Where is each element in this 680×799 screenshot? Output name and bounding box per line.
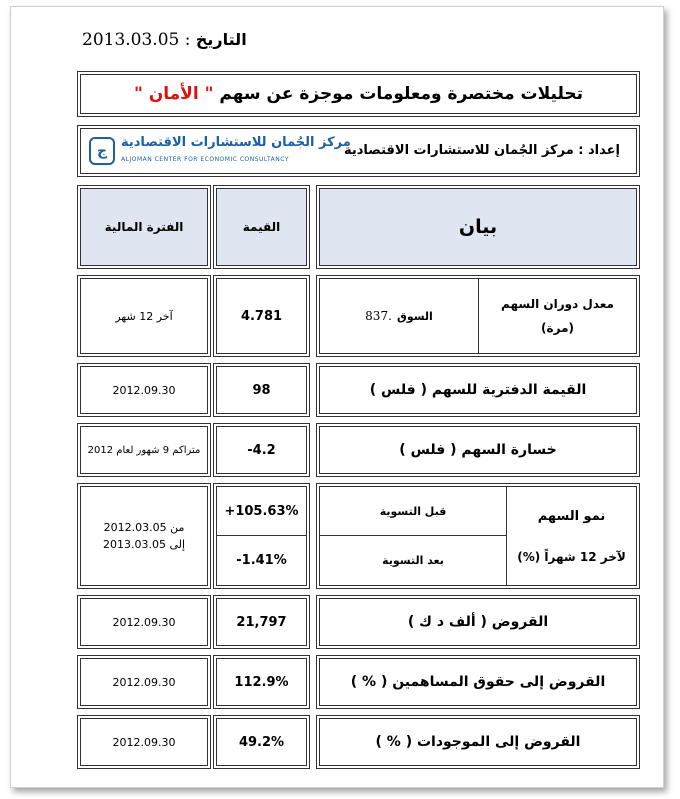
growth-period-to: إلى 2013.03.05 [102, 538, 186, 551]
header-statement [319, 188, 637, 266]
row-growth-value [216, 486, 307, 586]
growth-before-value: +105.63% [224, 503, 299, 519]
row-book-value [216, 366, 307, 414]
logo-english: ALJOMAN CENTER FOR ECONOMIC CONSULTANCY [121, 156, 289, 163]
loss-label: خسارة السهم ( فلس ) [399, 442, 557, 458]
title-stock: " الأمان " [133, 84, 214, 104]
loans-assets-label: القروض إلى الموجودات ( % ) [375, 734, 581, 750]
growth-main [506, 487, 636, 585]
logo-mark-icon: ج [89, 137, 115, 165]
turnover-unit: (مرة) [541, 321, 574, 335]
growth-label: نمو السهم [537, 508, 606, 524]
row-book-period [80, 366, 208, 414]
turnover-value: 4.781 [240, 308, 283, 324]
row-turnover-label [319, 278, 637, 354]
growth-period-from: من 2012.03.05 [103, 521, 185, 534]
row-loans-assets-label [319, 718, 637, 766]
growth-before-label: قبل التسوية [379, 504, 447, 518]
row-loss-label [319, 426, 637, 474]
turnover-period: آخر 12 شهر [115, 309, 173, 323]
row-loans-assets-period [80, 718, 208, 766]
turnover-market-value: .837 [365, 309, 392, 323]
header-value [216, 188, 307, 266]
row-loss-value [216, 426, 307, 474]
loans-equity-label: القروض إلى حقوق المساهمين ( % ) [350, 674, 606, 690]
row-turnover-period [80, 278, 208, 354]
growth-sub: لآخر 12 شهراً (%) [517, 549, 626, 564]
prepared-value: : مركز الجُمان للاستشارات الاقتصادية [343, 143, 584, 158]
turnover-main [478, 279, 636, 353]
date-label: التاريخ [195, 30, 247, 49]
loans-assets-value: 49.2% [238, 734, 285, 750]
aljoman-logo [89, 135, 351, 169]
header-value-text: القيمة [242, 220, 281, 234]
row-loans-equity-value [216, 658, 307, 706]
growth-before [320, 487, 506, 536]
prepared-by-text [344, 143, 620, 158]
book-value-period: 2012.09.30 [112, 383, 176, 397]
growth-before-cell [217, 487, 306, 536]
loans-label: القروض ( ألف د ك ) [407, 614, 549, 630]
prepared-by-box [80, 128, 637, 174]
logo-arabic: مركز الجُمان للاستشارات الاقتصادية [121, 135, 351, 150]
loans-equity-period: 2012.09.30 [112, 675, 176, 689]
row-loans-equity-period [80, 658, 208, 706]
book-value: 98 [252, 382, 271, 398]
header-statement-text: بيان [458, 216, 498, 238]
loans-assets-period: 2012.09.30 [112, 735, 176, 749]
row-loans-equity-label [319, 658, 637, 706]
loss-value: -4.2 [247, 442, 276, 458]
prepared-label: إعداد [588, 143, 620, 158]
row-loans-assets-value [216, 718, 307, 766]
row-book-label [319, 366, 637, 414]
growth-after-cell [217, 536, 306, 585]
header-period [80, 188, 208, 266]
row-loans-label [319, 598, 637, 646]
title-box [80, 74, 637, 114]
growth-after [320, 536, 506, 585]
row-loans-period [80, 598, 208, 646]
date-value: : 2013.03.05 [82, 30, 191, 50]
turnover-market-label: السوق [397, 309, 433, 323]
loss-period: متراكم 9 شهور لعام 2012 [87, 444, 201, 456]
title-main: تحليلات مختصرة ومعلومات موجزة عن سهم [219, 84, 584, 104]
row-growth-period [80, 486, 208, 586]
row-growth-label [319, 486, 637, 586]
loans-period: 2012.09.30 [112, 615, 176, 629]
book-value-label: القيمة الدفترية للسهم ( فلس ) [369, 382, 587, 398]
turnover-market [320, 279, 478, 353]
turnover-label: معدل دوران السهم [501, 297, 614, 311]
row-loss-period [80, 426, 208, 474]
loans-equity-value: 112.9% [234, 674, 289, 690]
row-loans-value [216, 598, 307, 646]
header-period-text: الفترة المالية [104, 220, 184, 234]
growth-after-value: -1.41% [236, 553, 287, 568]
row-turnover-value [216, 278, 307, 354]
date-line [82, 30, 247, 50]
loans-value: 21,797 [236, 614, 287, 630]
growth-after-label: بعد التسوية [382, 554, 444, 567]
